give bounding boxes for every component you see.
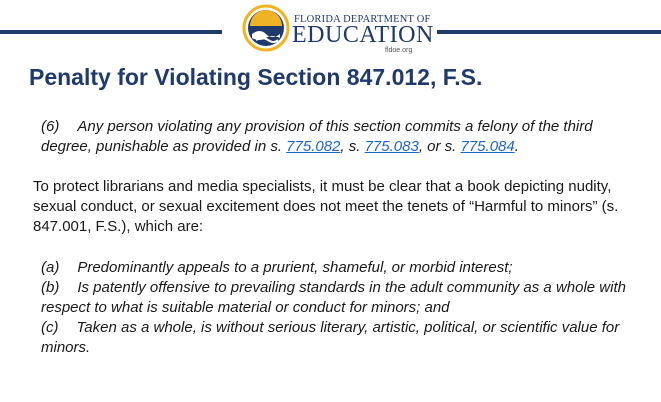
intro-paragraph: To protect librarians and media specialists, it must be clear that a book depicting nudity, sexual conduct, or sexual excitement does not meet the tenets of “Harmful to minors” (s. 847.001, F.S.), which are:: [33, 178, 619, 235]
criteria-text: Is patently offensive to prevailing standards in the adult community as a whole with respect to what is suitable material or conduct for minors; and: [41, 279, 626, 316]
statute-link-775-084[interactable]: 775.084: [460, 138, 515, 155]
statute-separator: , or s.: [418, 138, 461, 155]
criteria-list: [41, 258, 646, 358]
list-item: [41, 258, 646, 278]
criteria-letter: (c): [41, 319, 59, 336]
criteria-letter: (a): [41, 259, 60, 276]
statute-text: Any person violating any provision of this section commits a felony of the third degree, punishable as provided in s.: [41, 118, 593, 155]
logo-text-url: fldoe.org: [385, 47, 413, 54]
header-rule-left: [0, 30, 222, 34]
statute-link-775-082[interactable]: 775.082: [286, 138, 341, 155]
statute-separator: , s.: [340, 138, 365, 155]
header-rule-right: [437, 30, 661, 34]
criteria-text: Predominantly appeals to a prurient, shameful, or morbid interest;: [77, 259, 513, 276]
list-item: [41, 278, 646, 318]
statute-paragraph: [41, 117, 646, 157]
criteria-letter: (b): [41, 279, 60, 296]
list-item: [41, 318, 646, 358]
fldoe-emblem-icon: [242, 4, 290, 52]
criteria-text: Taken as a whole, is without serious literary, artistic, political, or scientific value for minors.: [41, 319, 620, 356]
logo-text-main: EDUCATION: [292, 22, 434, 48]
statute-number: (6): [41, 118, 60, 135]
statute-link-775-083[interactable]: 775.083: [364, 138, 419, 155]
logo-text-top: FLORIDA DEPARTMENT OF: [294, 14, 431, 25]
statute-end: .: [514, 138, 519, 155]
fldoe-logo: [242, 4, 434, 56]
slide-title: Penalty for Violating Section 847.012, F.S.: [29, 64, 483, 90]
